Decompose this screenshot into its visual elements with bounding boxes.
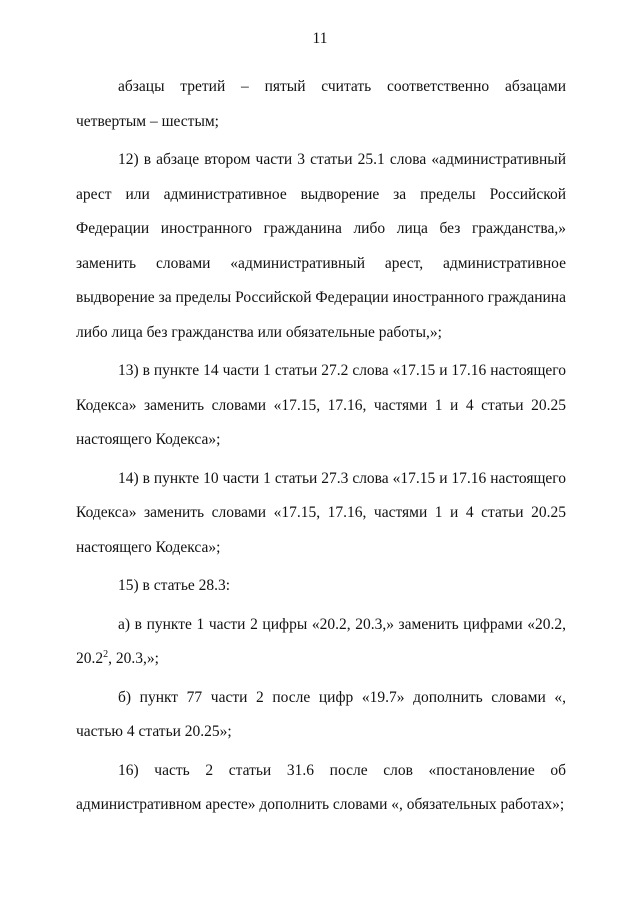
- item-15a-text: а) в пункте 1 части 2 цифры «20.2, 20.3,» заменить цифрами «20.2, 20.2: [76, 615, 566, 667]
- paragraph-item-14: 14) в пункте 10 части 1 статьи 27.3 слова «17.15 и 17.16 настоящего Кодекса» заменить словами «17.15, 17.16, частями 1 и 4 статьи 20.25 настоящего Кодекса»;: [76, 469, 566, 556]
- superscript-2: 2: [103, 648, 109, 660]
- item-15a-tail: , 20.3,»;: [108, 650, 159, 667]
- document-body: [76, 70, 566, 823]
- paragraph-renumber-clauses: абзацы третий – пятый считать соответственно абзацами четвертым – шестым;: [76, 78, 566, 130]
- page-number: 11: [312, 30, 328, 47]
- paragraph-item-15: 15) в статье 28.3:: [118, 577, 231, 594]
- paragraph-item-15a: [76, 608, 566, 677]
- paragraph-item-13: 13) в пункте 14 части 1 статьи 27.2 слова «17.15 и 17.16 настоящего Кодекса» заменить словами «17.15, 17.16, частями 1 и 4 статьи 20.25 настоящего Кодекса»;: [76, 362, 566, 448]
- paragraph-item-12: 12) в абзаце втором части 3 статьи 25.1 слова «административный арест или административное выдворение за пределы Российской Федерации иностранного гражданина либо лица без гражданства,» заменить словами «административный арест, административное выдворение за пределы Российской Федерации иностранного гражданина либо лица без гражданства или обязательные работы,»;: [76, 151, 566, 341]
- paragraph-item-16: 16) часть 2 статьи 31.6 после слов «постановление об административном аресте» дополнить словами «, обязательных работах»;: [76, 761, 566, 813]
- paragraph-item-15b: б) пункт 77 части 2 после цифр «19.7» дополнить словами «, частью 4 статьи 20.25»;: [76, 688, 566, 740]
